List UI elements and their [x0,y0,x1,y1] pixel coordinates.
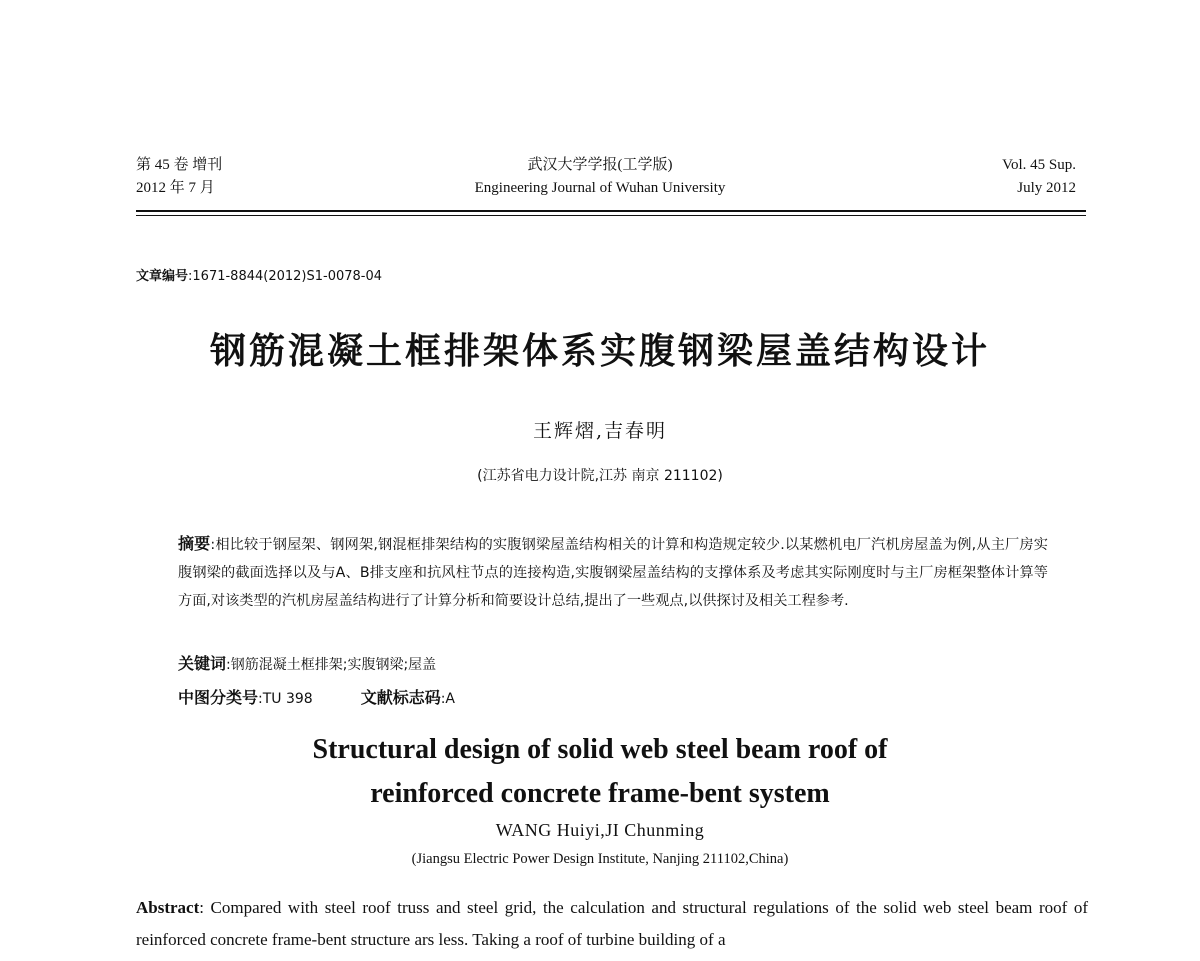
volume-issue: 第 45 卷 增刊 [136,157,223,173]
keywords-cn-label: 关键词 [178,654,227,673]
paper-title-cn: 钢筋混凝土框排架体系实腹钢梁屋盖结构设计 [209,331,990,372]
abstract-cn-text: :相比较于钢屋架、钢网架,钢混框排架结构的实腹钢梁屋盖结构相关的计算和构造规定较少.以某燃机电厂汽机房屋盖为例,从主厂房实腹钢梁的截面选择以及与A、B排支座和抗风柱节点的连接构造,实腹钢梁屋盖结构的支撑体系及考虑其实际刚度时与主厂房框架整体计算等方面,对该类型的汽机房屋盖结构进行了计算分析和简要设计总结,提出了一些观点,以供探讨及相关工程参考. [178,537,1048,609]
article-number-label: 文章编号 [136,269,189,284]
journal-name-cn: 武汉大学学报(工学版) [527,157,673,173]
authors-cn: 王辉熠,吉春明 [532,420,668,442]
paper-title-en-line2: reinforced concrete frame-bent system [370,778,830,809]
header-rule-thick [136,210,1086,212]
journal-name-en: Engineering Journal of Wuhan University [474,180,726,196]
paper-title-en-line1: Structural design of solid web steel beam roof of [312,734,888,765]
authors-en: WANG Huiyi,JI Chunming [495,820,705,840]
clc-value: :TU 398 [258,691,313,707]
publication-date: 2012 年 7 月 [136,180,215,196]
abstract-en-text: : Compared with steel roof truss and steel grid, the calculation and structural regulations of the solid web steel beam roof of reinforced concrete frame-bent structure ars less. Taking a roof of turbine building of a [136,898,1088,949]
abstract-en [136,892,1088,956]
doc-code-label: 文献标志码 [360,688,441,707]
keywords-cn-text: :钢筋混凝土框排架;实腹钢梁;屋盖 [226,657,437,673]
article-number [136,268,382,286]
abstract-en-label: Abstract [136,898,200,917]
abstract-cn [178,530,1048,615]
affiliation-en: (Jiangsu Electric Power Design Institute, Nanjing 211102,China) [411,851,789,867]
doc-code-value: :A [440,691,456,707]
running-header-right [1002,154,1076,200]
article-number-value: :1671-8844(2012)S1-0078-04 [188,269,383,284]
classification-line [178,686,455,711]
abstract-cn-label: 摘要 [178,534,211,553]
volume-en: Vol. 45 Sup. [1002,157,1076,173]
paper-title-en [0,728,1200,816]
clc-label: 中图分类号 [178,688,259,707]
date-en: July 2012 [1017,180,1076,196]
header-rule-thin [136,215,1086,216]
keywords-cn [178,652,436,677]
affiliation-cn: (江苏省电力设计院,江苏 南京 211102) [477,468,723,484]
